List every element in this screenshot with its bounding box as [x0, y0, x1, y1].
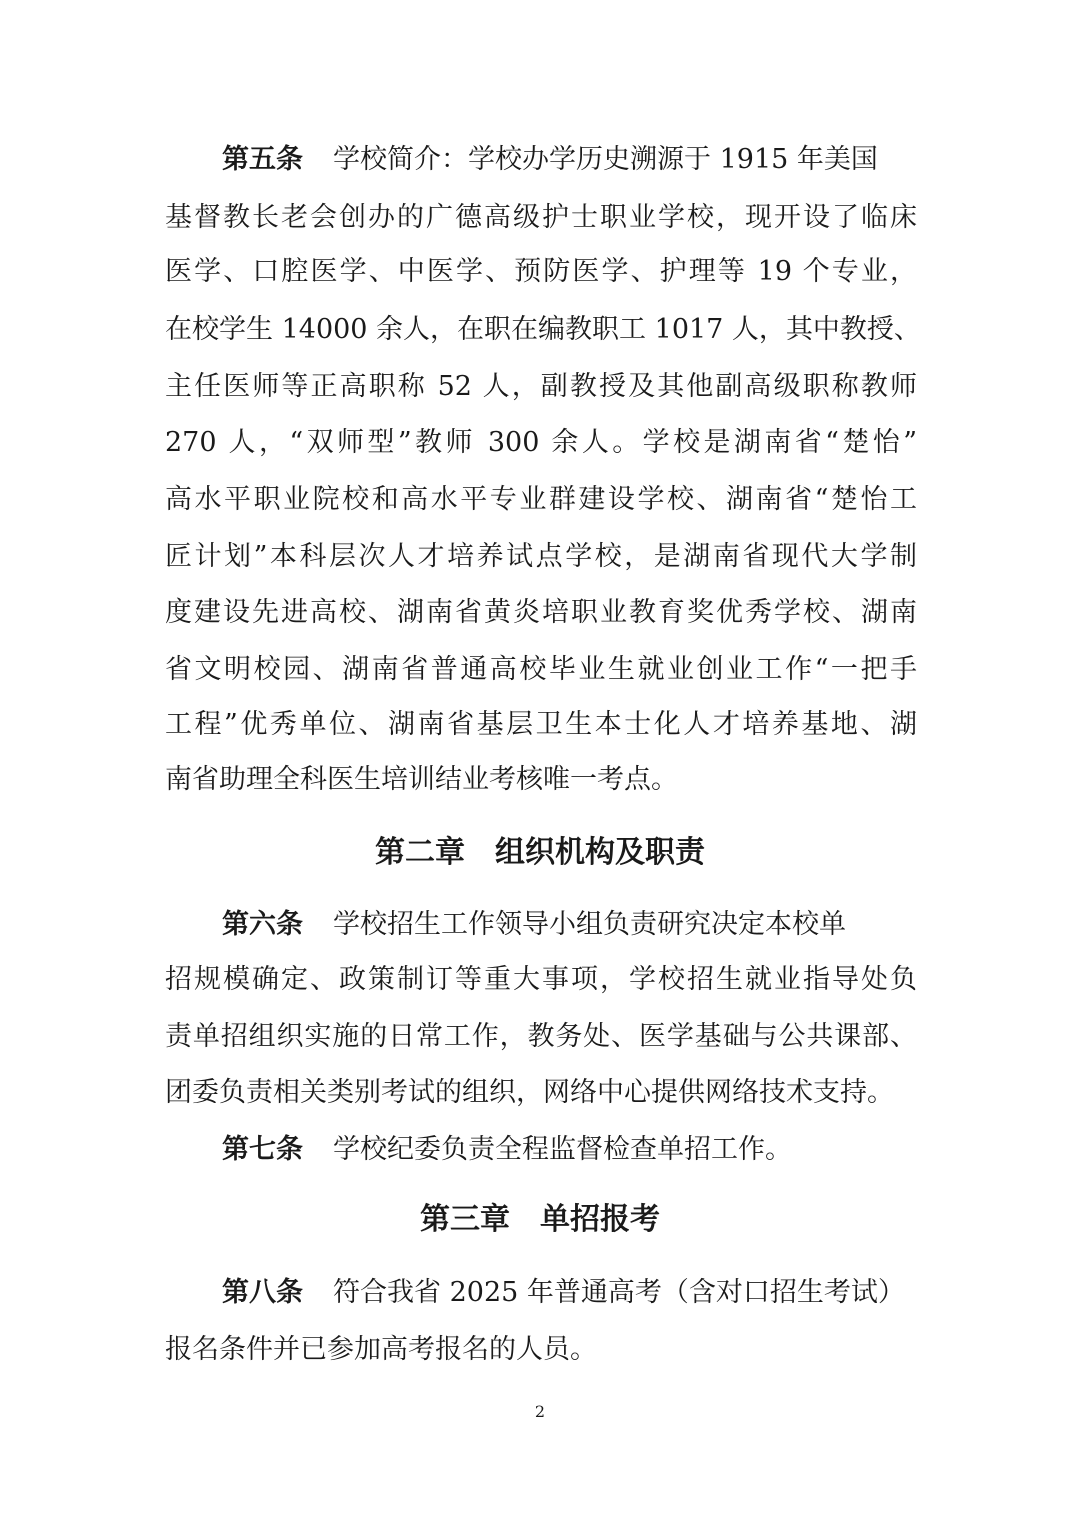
chapter-title: 组织机构及职责 [495, 835, 705, 870]
article-label: 第六条 [222, 909, 303, 940]
article6-line: 责单招组织实施的日常工作，教务处、医学基础与公共课部、 [165, 1021, 917, 1052]
chapter-3-heading [0, 1201, 1080, 1239]
article5-line: 在校学生 14000 余人，在职在编教职工 1017 人，其中教授、 [165, 314, 921, 345]
article-text: 学校纪委负责全程监督检查单招工作。 [333, 1134, 792, 1165]
article8-line: 报名条件并已参加高考报名的人员。 [165, 1334, 597, 1365]
article5-line: 主任医师等正高职称 52 人，副教授及其他副高级职称教师 [165, 371, 917, 402]
article-label: 第八条 [222, 1277, 303, 1308]
chapter-title: 单招报考 [540, 1202, 660, 1237]
article7-line [222, 1133, 917, 1167]
chapter-number: 第三章 [420, 1202, 510, 1237]
article5-line: 工程”优秀单位、湖南省基层卫生本士化人才培养基地、湖 [165, 709, 917, 740]
article5-line: 基督教长老会创办的广德高级护士职业学校，现开设了临床 [165, 202, 917, 233]
article5-line: 医学、口腔医学、中医学、预防医学、护理等 19 个专业， [165, 256, 917, 287]
article-text: 学校简介：学校办学历史溯源于 1915 年美国 [333, 144, 878, 175]
article5-line: 高水平职业院校和高水平专业群建设学校、湖南省“楚怡工 [165, 484, 917, 515]
chapter-number: 第二章 [375, 835, 465, 870]
chapter-2-heading [0, 834, 1080, 872]
article6-line [222, 908, 917, 942]
article-label: 第七条 [222, 1134, 303, 1165]
article-text: 符合我省 2025 年普通高考（含对口招生考试） [333, 1277, 905, 1308]
article6-line: 招规模确定、政策制订等重大事项，学校招生就业指导处负 [165, 964, 917, 995]
article5-line: 省文明校园、湖南省普通高校毕业生就业创业工作“一把手 [165, 654, 917, 685]
article5-line: 270 人，“双师型”教师 300 余人。学校是湖南省“楚怡” [165, 427, 917, 458]
article-label: 第五条 [222, 144, 303, 175]
article6-line: 团委负责相关类别考试的组织，网络中心提供网络技术支持。 [165, 1077, 894, 1108]
article-text: 学校招生工作领导小组负责研究决定本校单 [333, 909, 846, 940]
article5-line [222, 143, 917, 177]
article5-line: 南省助理全科医生培训结业考核唯一考点。 [165, 764, 678, 795]
article8-line [222, 1276, 917, 1310]
article5-line: 匠计划”本科层次人才培养试点学校，是湖南省现代大学制 [165, 541, 917, 572]
article5-line: 度建设先进高校、湖南省黄炎培职业教育奖优秀学校、湖南 [165, 597, 917, 628]
page-number: 2 [534, 1402, 546, 1421]
